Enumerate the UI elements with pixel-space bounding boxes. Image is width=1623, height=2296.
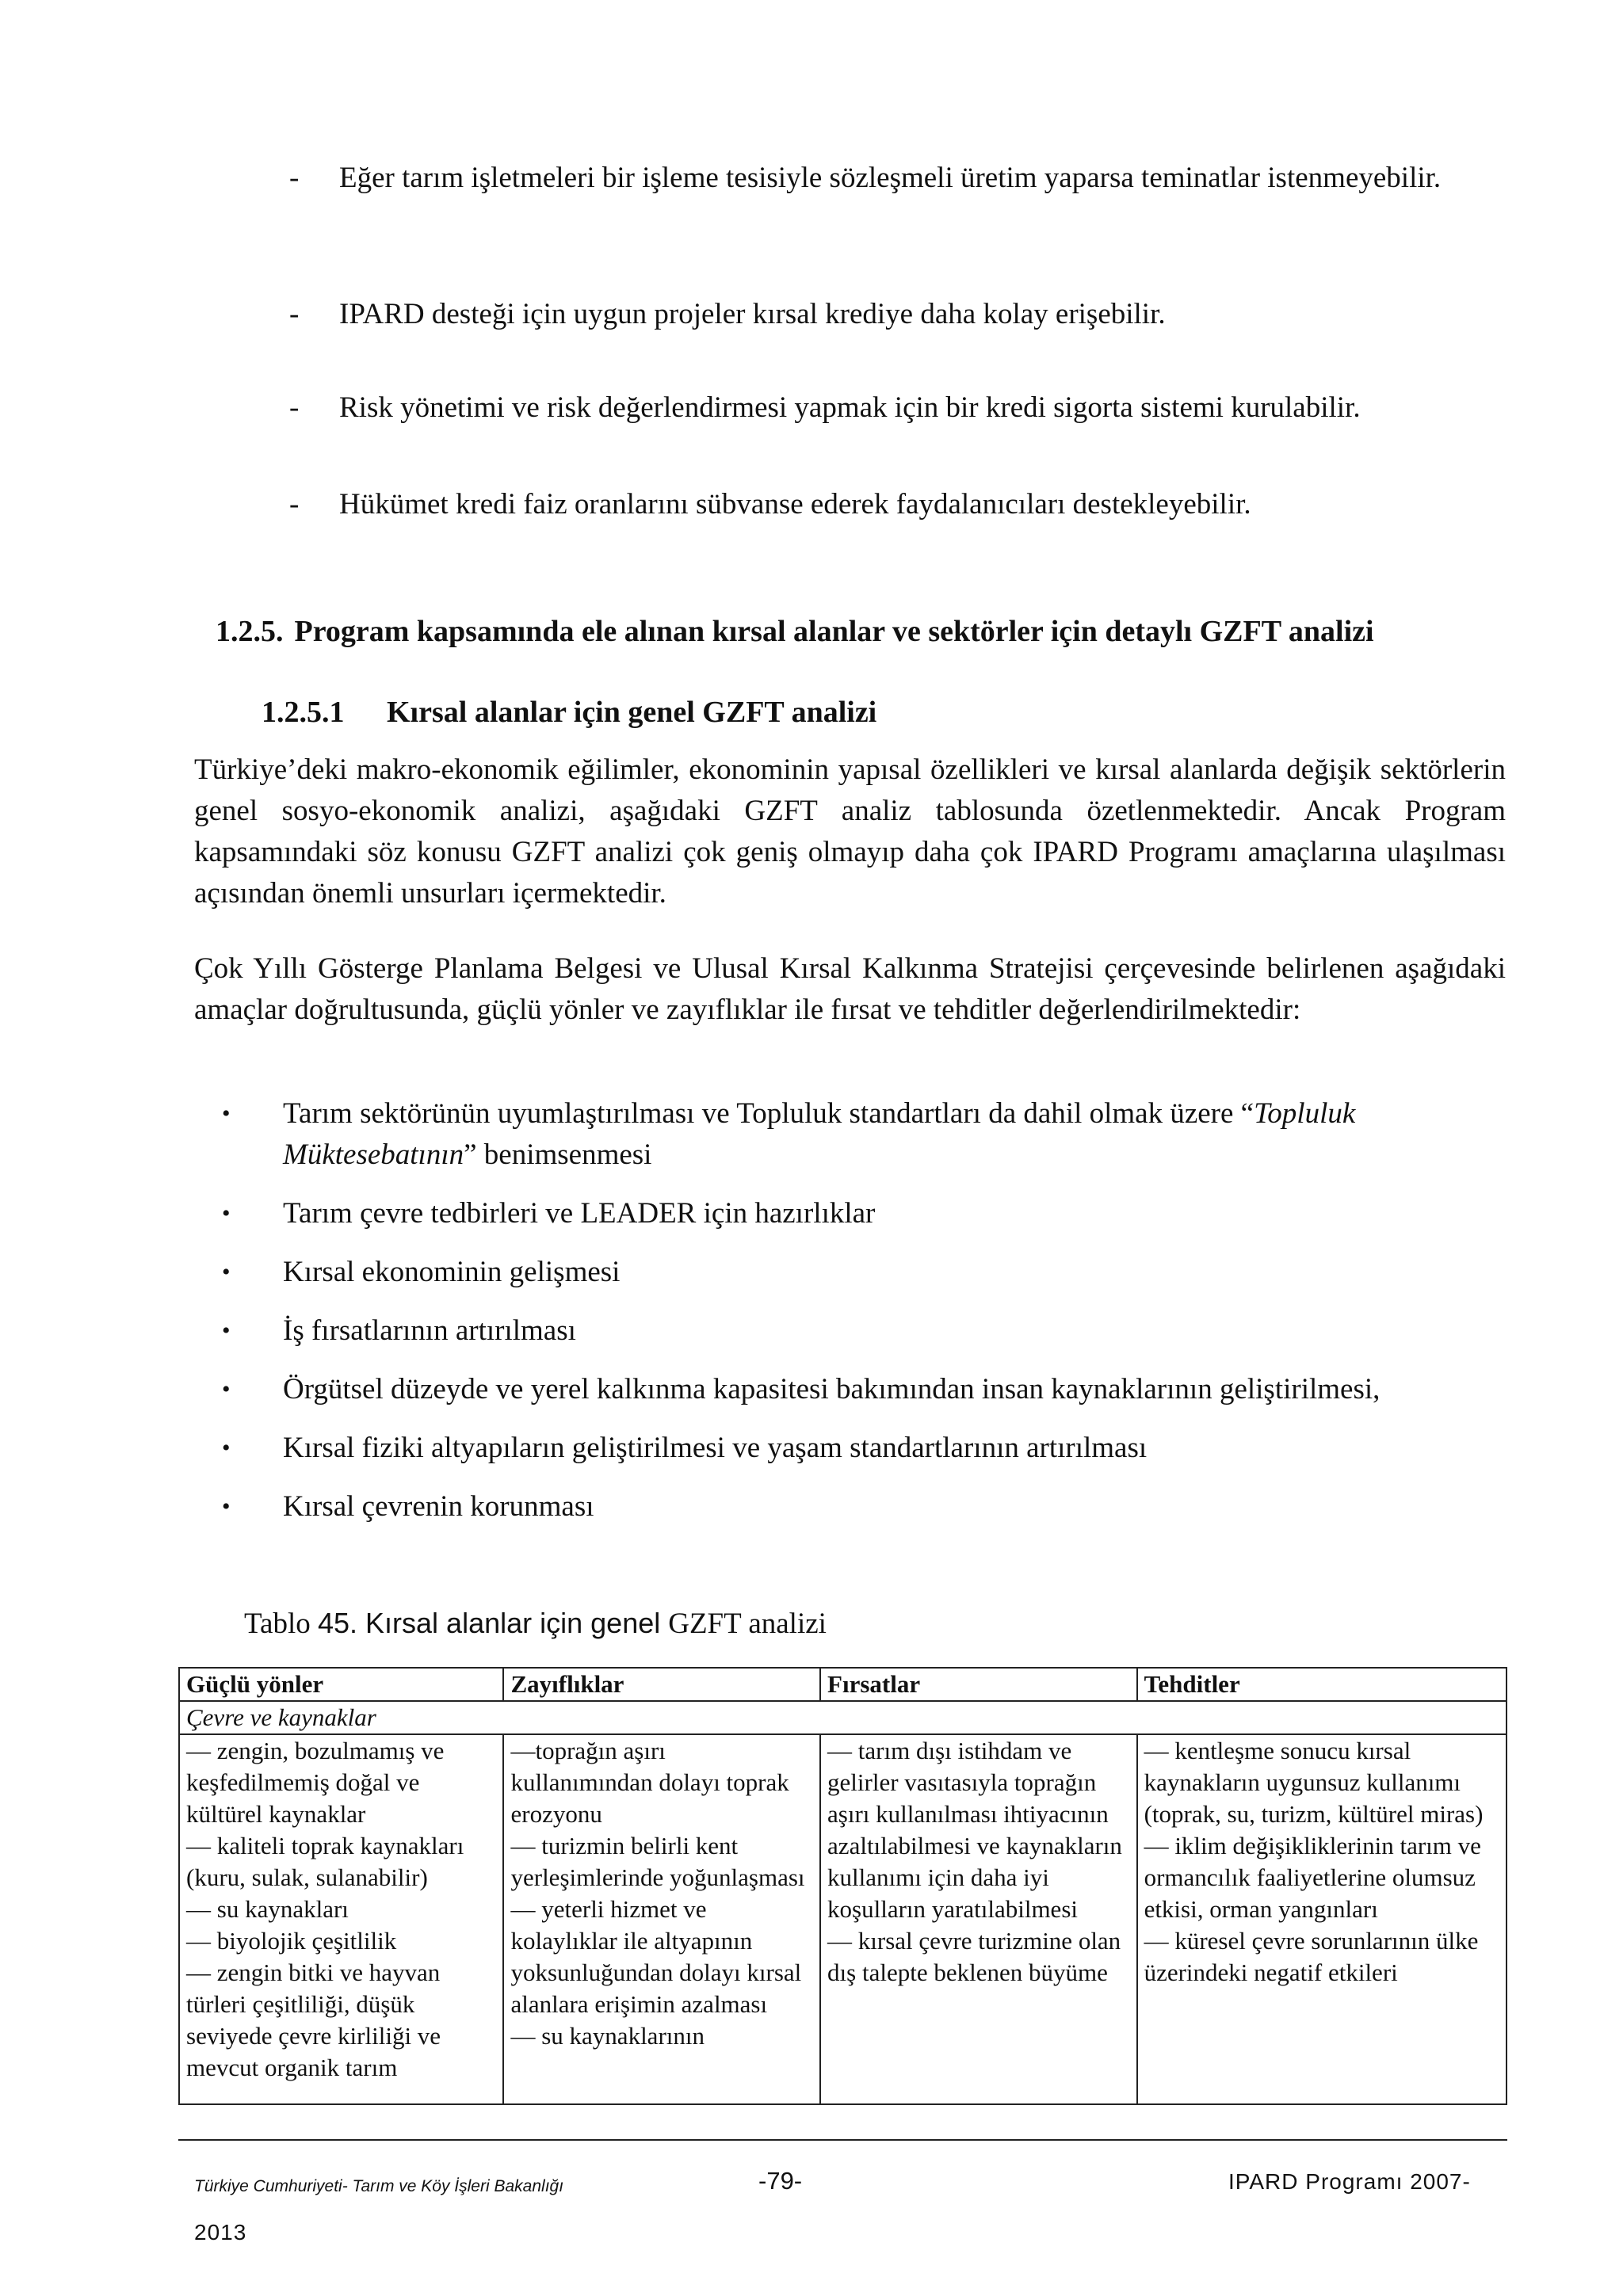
objectives-paragraph: Çok Yıllı Gösterge Planlama Belgesi ve Ulusal Kırsal Kalkınma Stratejisi çerçevesinde belirlenen aşağıdaki amaçlar doğrultusunda, güçlü yönler ve zayıflıklar ile fırsat ve tehditler değerlendirilmektedir: (194, 952, 1506, 1026)
bullet-marker: • (222, 1493, 231, 1520)
opportunities-cell: — tarım dışı istihdam ve gelirler vasıtasıyla toprağın aşırı kullanılması ihtiyacının azaltılabilmesi ve kaynakların kullanımı için daha iyi koşulların yaratılabilmesi — kırsal çevre turizmine olan dış talepte beklenen büyüme (820, 1734, 1137, 2104)
table-subheader-row (179, 1701, 1507, 1734)
list-item (194, 1193, 1510, 1234)
bullet-text-end: ” benimsenmesi (464, 1138, 652, 1171)
caption-title: 45. Kırsal alanlar için genel (317, 1607, 669, 1639)
subheader-cell: Çevre ve kaynaklar (179, 1701, 1507, 1734)
strengths-cell: — zengin, bozulmamış ve keşfedilmemiş doğal ve kültürel kaynaklar — kaliteli toprak kaynakları (kuru, sulak, sulanabilir) — su kaynakları — biyolojik çeşitlilik — zengin bitki ve hayvan türleri çeşitliliği, düşük seviyede çevre kirliliği ve mevcut organik tarım (179, 1734, 503, 2104)
bullet-text: Kırsal çevrenin korunması (283, 1490, 594, 1523)
subsection-title: Kırsal alanlar için genel GZFT analizi (387, 696, 877, 729)
footer-program: IPARD Programı 2007- (1228, 2169, 1471, 2194)
bullet-text: Örgütsel düzeyde ve yerel kalkınma kapasitesi bakımından insan kaynaklarının geliştirilmesi, (283, 1373, 1381, 1405)
dash-item-text: Risk yönetimi ve risk değerlendirmesi yapmak için bir kredi sigorta sistemi kurulabilir. (339, 391, 1361, 424)
list-item (194, 1486, 1510, 1527)
bullet-marker: • (222, 1376, 231, 1402)
subsection-number: 1.2.5.1 (262, 696, 345, 729)
header-threats: Tehditler (1137, 1668, 1507, 1701)
subsection-heading (262, 695, 876, 730)
table-row (179, 1734, 1507, 2104)
bullet-text: Kırsal fiziki altyapıların geliştirilmesi ve yaşam standartlarının artırılması (283, 1432, 1148, 1464)
bullet-italic-text: Topluluk Müktesebatının (283, 1097, 1356, 1171)
dash-marker: - (289, 298, 300, 330)
caption-suffix: GZFT analizi (668, 1608, 827, 1640)
bullet-text: İş fırsatlarının artırılması (283, 1314, 576, 1347)
dash-item-text: Eğer tarım işletmeleri bir işleme tesisiyle sözleşmeli üretim yaparsa teminatlar istenmeyebilir. (339, 162, 1442, 194)
bullet-marker: • (222, 1435, 231, 1461)
bullet-marker: • (222, 1200, 231, 1226)
bullet-text: Kırsal ekonominin gelişmesi (283, 1256, 621, 1288)
dash-list-item (289, 387, 1506, 429)
footer-year: 2013 (194, 2220, 247, 2245)
section-number: 1.2.5. (216, 615, 284, 648)
dash-marker: - (289, 488, 300, 521)
footer-ministry: Türkiye Cumhuriyeti- Tarım ve Köy İşleri Bakanlığı (194, 2177, 564, 2195)
dash-list-item (289, 293, 1506, 336)
section-heading (216, 614, 1374, 649)
dash-marker: - (289, 391, 300, 424)
gzft-table (178, 1667, 1507, 2105)
dash-item-text: Hükümet kredi faiz oranlarını sübvanse ederek faydalanıcıları destekleyebilir. (339, 488, 1251, 521)
bullet-text: Tarım sektörünün uyumlaştırılması ve Topluluk standartları da dahil olmak üzere “ (283, 1097, 1254, 1130)
header-weaknesses: Zayıflıklar (503, 1668, 820, 1701)
bullet-marker: • (222, 1100, 231, 1127)
objectives-list (194, 1093, 1510, 1545)
footer-page-number: -79- (758, 2167, 803, 2195)
table-header-row (179, 1668, 1507, 1701)
caption-prefix: Tablo (244, 1608, 318, 1640)
weaknesses-cell: —toprağın aşırı kullanımından dolayı toprak erozyonu — turizmin belirli kent yerleşimlerinde yoğunlaşması — yeterli hizmet ve kolaylıklar ile altyapının yoksunluğundan dolayı kırsal alanlara erişimin azalması — su kaynaklarının (503, 1734, 820, 2104)
dash-list-item (289, 483, 1506, 526)
bullet-marker: • (222, 1318, 231, 1344)
list-item (194, 1369, 1510, 1410)
header-opportunities: Fırsatlar (820, 1668, 1137, 1701)
list-item (194, 1252, 1510, 1293)
dash-list-item (289, 157, 1506, 200)
list-item (194, 1093, 1510, 1176)
table-caption (244, 1607, 827, 1641)
dash-item-text: IPARD desteği için uygun projeler kırsal krediye daha kolay erişebilir. (339, 298, 1166, 330)
bullet-marker: • (222, 1259, 231, 1285)
bullet-text: Tarım çevre tedbirleri ve LEADER için hazırlıklar (283, 1197, 876, 1230)
list-item (194, 1310, 1510, 1352)
intro-paragraph: Türkiye’deki makro-ekonomik eğilimler, ekonominin yapısal özellikleri ve kırsal alanlarda değişik sektörlerin genel sosyo-ekonomik analizi, aşağıdaki GZFT analiz tablosunda özetlenmektedir. Ancak Program kapsamındaki söz konusu GZFT analizi çok geniş olmayıp daha çok IPARD Programı amaçlarına ulaşılması açısından önemli unsurları içermektedir. (194, 753, 1506, 910)
header-strengths: Güçlü yönler (179, 1668, 503, 1701)
dash-marker: - (289, 162, 300, 194)
threats-cell: — kentleşme sonucu kırsal kaynakların uygunsuz kullanımı (toprak, su, turizm, kültürel miras) — iklim değişikliklerinin tarım ve ormancılık faaliyetlerine olumsuz etkisi, orman yangınları — küresel çevre sorunlarının ülke üzerindeki negatif etkileri (1137, 1734, 1507, 2104)
footer-divider (178, 2139, 1507, 2141)
list-item (194, 1428, 1510, 1469)
section-title: Program kapsamında ele alınan kırsal alanlar ve sektörler için detaylı GZFT analizi (294, 615, 1374, 648)
